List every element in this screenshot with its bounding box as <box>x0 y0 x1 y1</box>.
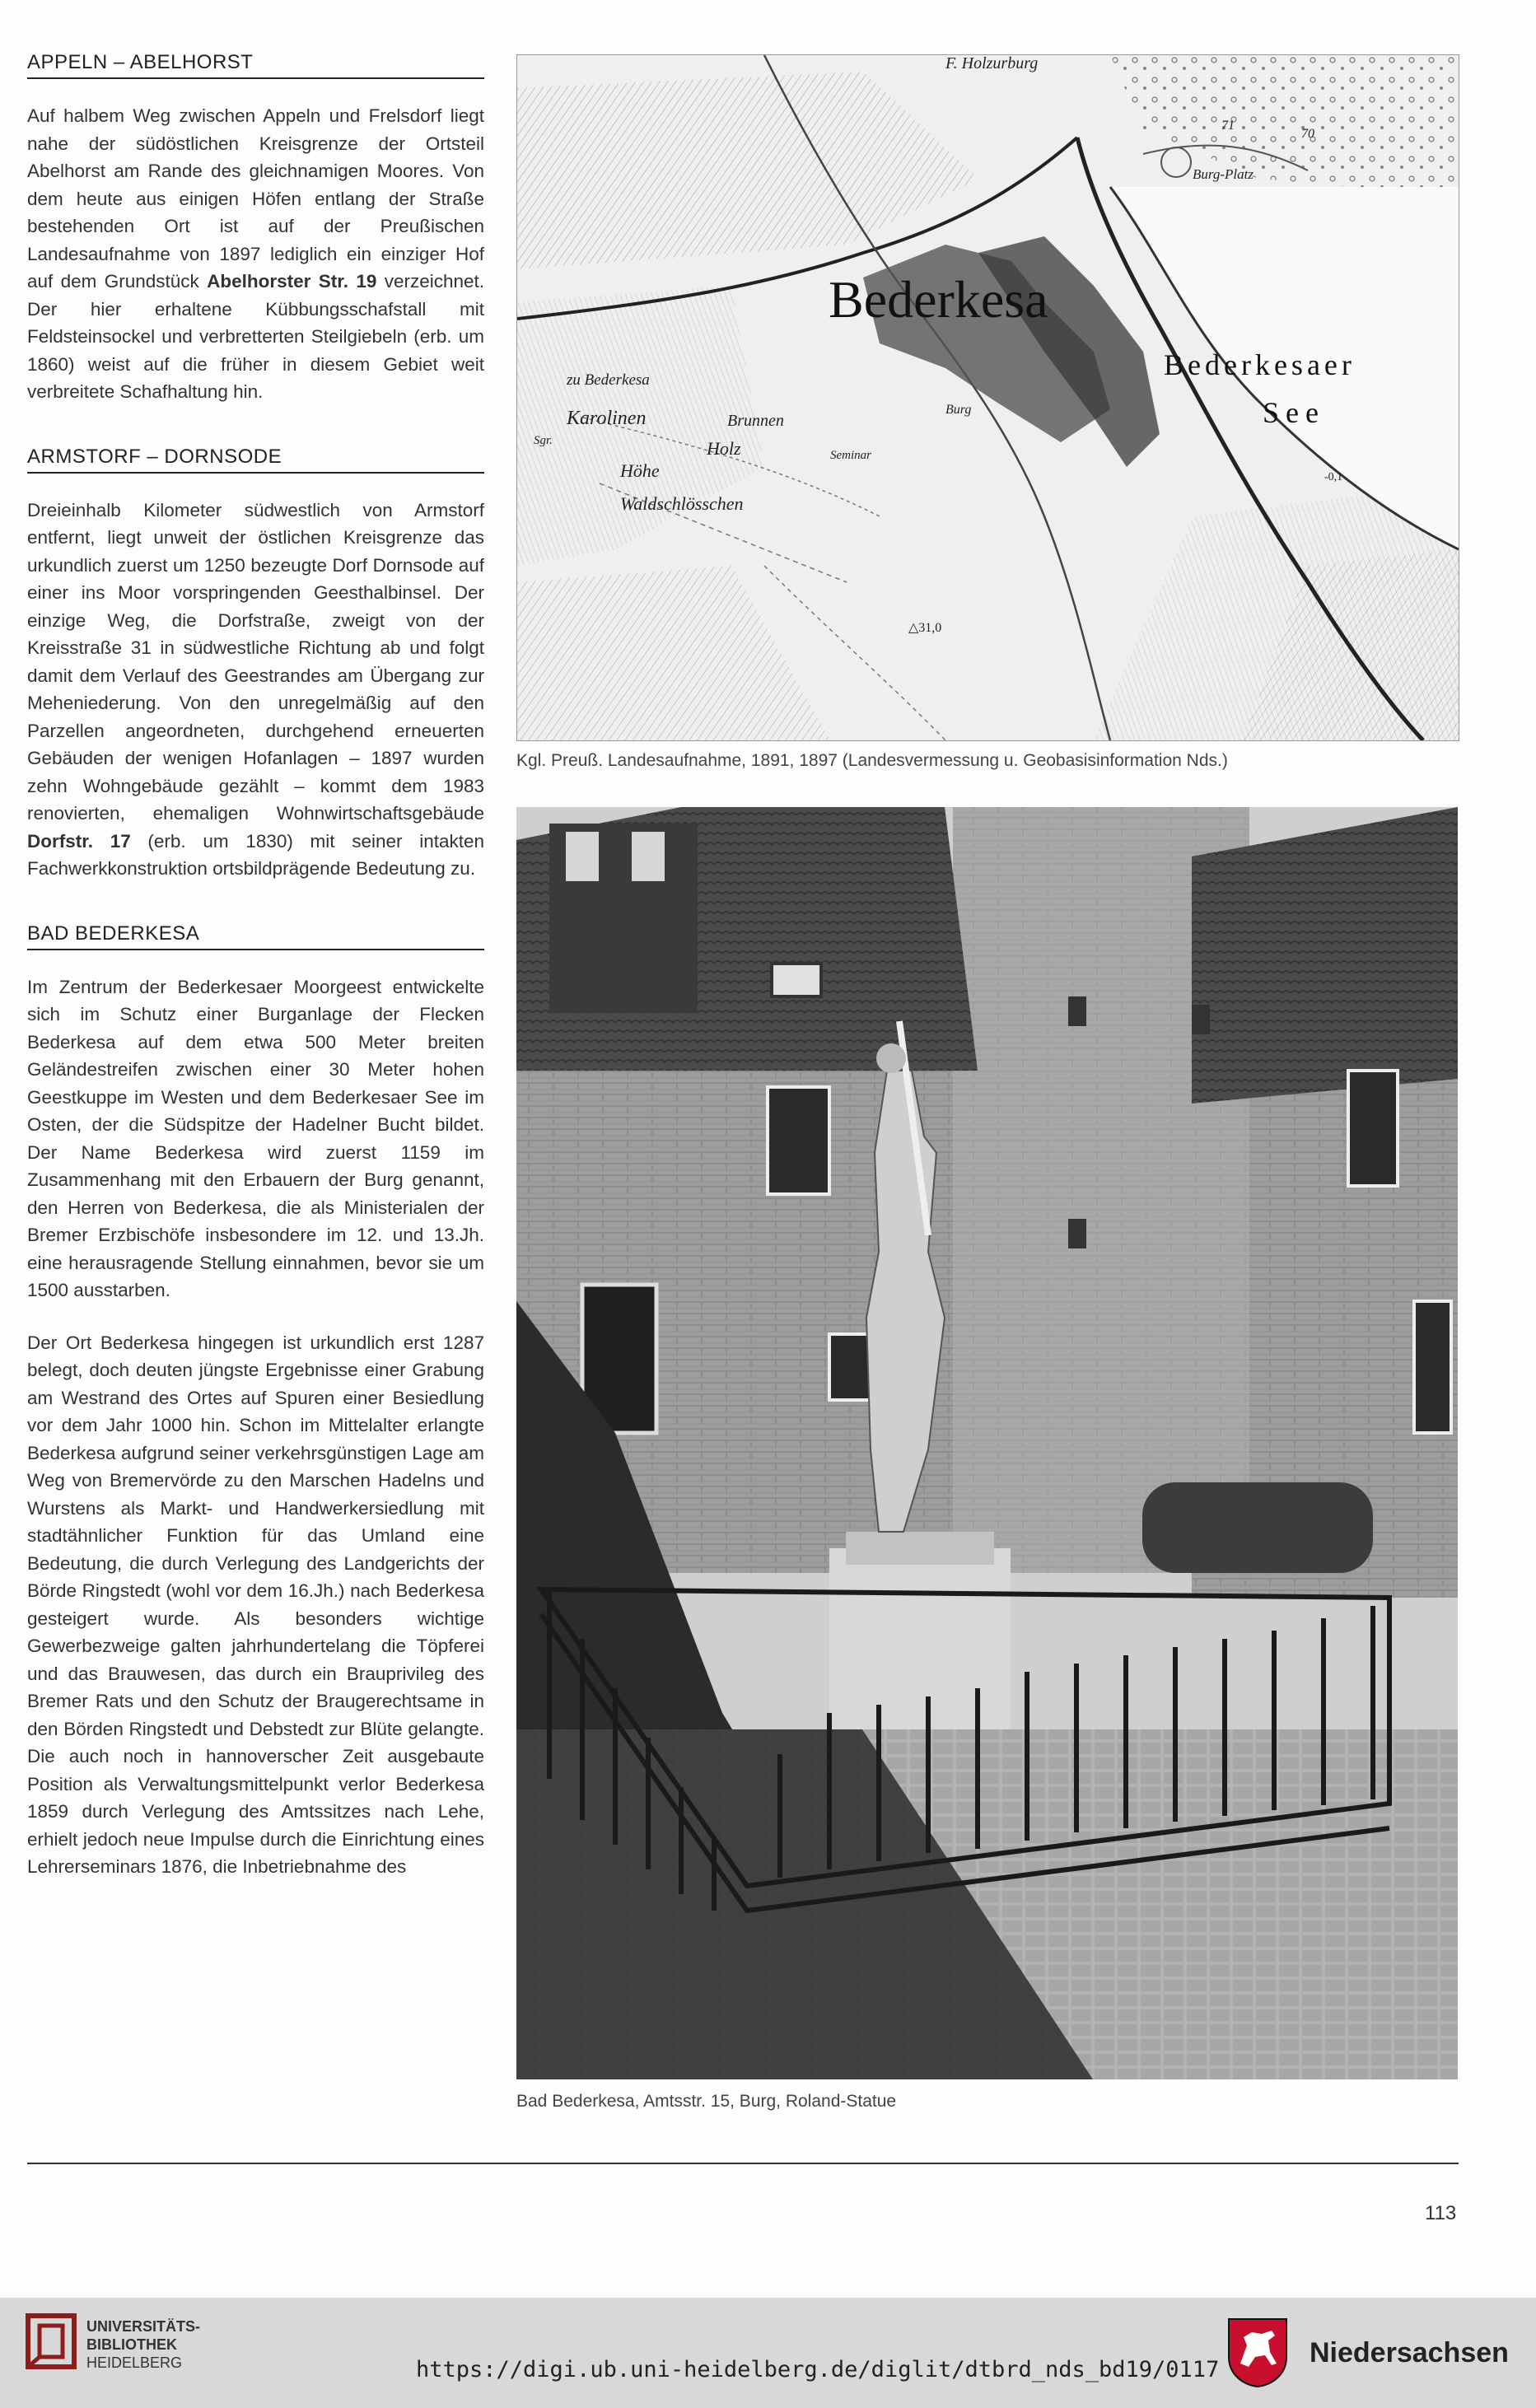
map-label-burgplatz: Burg-Platz <box>1193 166 1254 182</box>
section-bad-bederkesa <box>27 922 484 1881</box>
address-emphasis: Abelhorster Str. 19 <box>207 271 377 292</box>
historic-map <box>516 54 1459 741</box>
map-label-karolinen: Karolinen <box>567 408 647 429</box>
text-column <box>27 51 484 1920</box>
library-name-line: BIBLIOTHEK <box>86 2336 177 2353</box>
paragraph-text: verzeichnet. Der hier erhaltene Kübbungsschafstall mit Feldsteinsockel und verbretterten Steilgiebeln (erb. um 1860) weist auf die früher in diesem Gebiet weit verbreitete Schafhaltung hin. <box>27 271 485 402</box>
map-label-brunnen: Brunnen <box>727 412 784 430</box>
map-label-sgr: Sgr. <box>534 434 553 447</box>
library-name-line: UNIVERSITÄTS- <box>86 2318 201 2335</box>
university-library-name <box>86 2317 200 2372</box>
page-number: 113 <box>1425 2202 1457 2224</box>
map-label-holz: Holz <box>707 438 741 459</box>
permalink-url[interactable]: https://digi.ub.uni-heidelberg.de/diglit/dtbrd_nds_bd19/0117 <box>416 2357 1220 2382</box>
map-label-n70: 70 <box>1301 127 1314 141</box>
map-label-depth: -0,1 <box>1324 471 1343 483</box>
section-heading: APPELN – ABELHORST <box>27 51 484 79</box>
roland-statue-photo <box>516 807 1458 2079</box>
paragraph-text: Auf halbem Weg zwischen Appeln und Frelsdorf liegt nahe der südöstlichen Kreisgrenze der Ortsteil Abelhorst am Rande des gleichnamigen Moores. Von dem heute aus einigen Höfen entlang der Straße bestehenden Ort ist auf der Preußischen Landesaufnahme von 1897 lediglich ein einziger Hof auf dem Grundstück <box>27 105 484 292</box>
map-label-town: Bederkesa <box>829 270 1048 329</box>
map-label-seminar: Seminar <box>830 449 871 462</box>
university-library-logo-icon <box>25 2312 77 2370</box>
section-appeln <box>27 51 484 406</box>
niedersachsen-coat-of-arms-icon <box>1226 2316 1290 2388</box>
map-label-burg: Burg <box>945 403 972 417</box>
section-heading: BAD BEDERKESA <box>27 922 484 950</box>
state-name: Niedersachsen <box>1310 2337 1509 2368</box>
photo-caption: Bad Bederkesa, Amtsstr. 15, Burg, Roland-Statue <box>516 2092 897 2111</box>
map-label-lake-line2: See <box>1263 396 1325 429</box>
paragraph <box>27 497 484 883</box>
section-armstorf <box>27 446 484 883</box>
map-label-lake-line1: Bederkesaer <box>1164 348 1356 381</box>
map-label-hohe: Höhe <box>620 460 660 481</box>
paragraph-text: Dreieinhalb Kilometer südwestlich von Armstorf entfernt, liegt unweit der östlichen Kreisgrenze das urkundlich zuerst um 1250 bezeugte Dorf Dornsode auf einer ins Moor vorspringenden Geesthalbinsel. Der einzige Weg, die Dorfstraße, zweigt von der Kreisstraße 31 in südwestliche Richtung ab und folgt damit dem Verlauf des Geestrandes am Übergang zur Meheniederung. Von den unregelmäßig auf den Parzellen angeordneten, durchgehend erneuerten Gebäuden der wenigen Hofanlagen – 1897 wurden zehn Wohngebäude gezählt – kommt dem 1983 renovierten, ehemaligen Wohnwirtschaftsgebäude <box>27 499 484 824</box>
map-caption: Kgl. Preuß. Landesaufnahme, 1891, 1897 (Landesvermessung u. Geobasisinformation Nds.) <box>516 751 1228 770</box>
map-label-height: △31,0 <box>908 621 942 635</box>
viewer-bottom-bar <box>0 2298 1536 2408</box>
paragraph: Der Ort Bederkesa hingegen ist urkundlich erst 1287 belegt, doch deuten jüngste Ergebnisse einer Grabung am Westrand des Ortes auf Spuren einer Besiedlung vor dem Jahr 1000 hin. Schon im Mittelalter erlangte Bederkesa aufgrund seiner verkehrsgünstigen Lage am Weg von Bremervörde zu den Marschen Hadelns und Wurstens als Markt- und Handwerkersiedlung mit stadtähnlicher Funktion für das Umland eine Bedeutung, die durch Verlegung des Landgerichts der Börde Ringstedt (wohl vor dem 16.Jh.) nach Bederkesa gesteigert wurde. Als besonders wichtige Gewerbezweige galten jahrhundertelang die Töpferei und das Brauwesen, das durch ein Brauprivileg des Bremer Rats und den Schutz der Braugerechtsame in den Börden Ringstedt und Debstedt zur Blüte gelangte. Die auch noch in hannoverscher Zeit ausgebaute Position als Verwaltungsmittelpunkt verlor Bederkesa 1859 durch Verlegung des Amtssitzes nach Lehe, erhielt jedoch neue Impulse durch die Einrichtung eines Lehrerseminars 1876, die Inbetriebnahme des <box>27 1332 484 1877</box>
paragraph: Im Zentrum der Bederkesaer Moorgeest entwickelte sich im Schutz einer Burganlage der Flecken Bederkesa auf dem etwa 500 Meter breiten Geländestreifen zwischen einer 30 Meter hohen Geestkuppe im Westen und dem Bederkesaer See im Osten, der die Südspitze der Hadelner Bucht bildet. Der Name Bederkesa wird zuerst 1159 im Zusammenhang mit den Erbauern der Burg genannt, den Herren von Bederkesa, die als Ministerialen der Bremer Erzbischöfe insbesondere im 12. und 13.Jh. eine herausragende Stellung einnahmen, bevor sie um 1500 ausstarben. <box>27 976 484 1300</box>
map-label-zu-bederkesa: zu Bederkesa <box>567 371 650 389</box>
paragraph-text: (erb. um 1830) mit seiner intakten Fachwerkkonstruktion ortsbildprägende Bedeutung zu. <box>27 830 484 879</box>
section-heading: ARMSTORF – DORNSODE <box>27 446 484 474</box>
map-label-n71: 71 <box>1221 119 1235 133</box>
map-label-waldschloesschen: Waldschlösschen <box>620 493 744 514</box>
library-name-line: HEIDELBERG <box>86 2354 183 2371</box>
footer-divider <box>27 2163 1459 2164</box>
map-label-top: F. Holzurburg <box>945 55 1039 72</box>
paragraph <box>27 102 484 406</box>
address-emphasis: Dorfstr. 17 <box>27 830 131 852</box>
